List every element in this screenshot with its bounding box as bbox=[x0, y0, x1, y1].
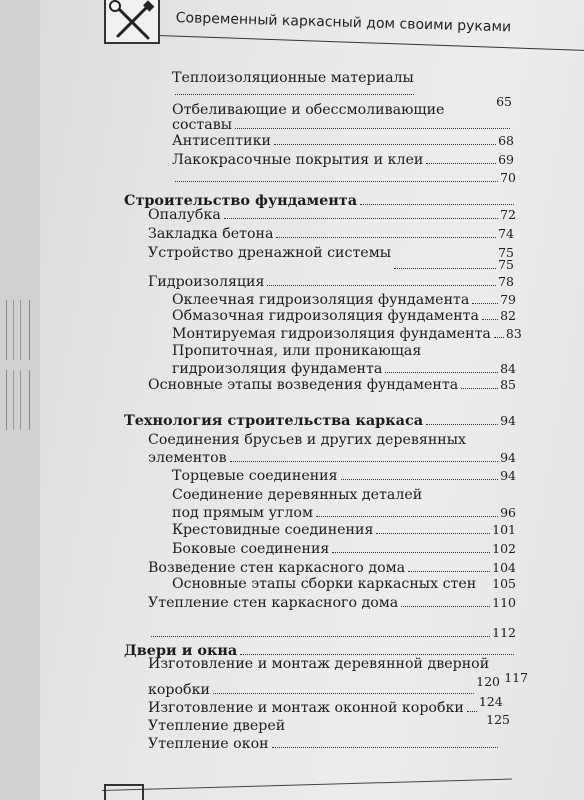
toc-entry[interactable]: Опалубка 72 bbox=[148, 207, 516, 223]
toc-entry[interactable]: Торцевые соединения 94 bbox=[172, 468, 516, 484]
toc-chapter[interactable]: Технология строительства каркаса 94 bbox=[124, 412, 516, 429]
toc-entry[interactable]: элементов 94 bbox=[148, 450, 516, 466]
page-number-box bbox=[104, 784, 144, 800]
toc-entry[interactable]: Возведение стен каркасного дома 104 bbox=[148, 560, 516, 576]
toc-entry[interactable]: под прямым углом 96 bbox=[172, 505, 516, 521]
toc-entry[interactable]: Соединения брусьев и других деревянных bbox=[148, 432, 467, 448]
toc-entry-dots: 112 bbox=[148, 625, 516, 645]
toc-entry[interactable]: Лакокрасочные покрытия и клеи 69 bbox=[172, 152, 514, 168]
toc-entry[interactable]: Антисептики 68 bbox=[172, 133, 514, 149]
toc-entry[interactable]: коробки 120 bbox=[148, 674, 500, 698]
toc-entry[interactable]: Изготовление и монтаж деревянной дверной 117 bbox=[148, 656, 529, 685]
toc-entry[interactable]: Гидроизоляция 78 bbox=[148, 274, 514, 290]
toc-entry[interactable]: Утепление дверей 125 bbox=[148, 712, 510, 734]
toc-entry[interactable]: Крестовидные соединения 101 bbox=[172, 522, 516, 538]
toc-entry[interactable]: Обмазочная гидроизоляция фундамента 82 bbox=[172, 308, 516, 324]
toc-entry[interactable]: Закладка бетона 74 bbox=[148, 226, 514, 242]
toc-entry-dots: 75 bbox=[148, 257, 514, 277]
running-header: Современный каркасный дом своими руками bbox=[175, 10, 512, 36]
toc-entry[interactable]: Основные этапы сборки каркасных стен 105 bbox=[172, 576, 516, 592]
toc-entry[interactable]: Основные этапы возведения фундамента 85 bbox=[148, 377, 516, 393]
toc-entry[interactable]: Боковые соединения 102 bbox=[172, 541, 516, 557]
toc-entry[interactable]: гидроизоляция фундамента 84 bbox=[172, 361, 516, 377]
toc-entry[interactable]: составы bbox=[172, 117, 512, 137]
toc-chapter[interactable]: Двери и окна bbox=[124, 642, 516, 662]
toc-entry[interactable]: Соединение деревянных деталей bbox=[172, 487, 423, 503]
toc-entry[interactable]: Изготовление и монтаж оконной коробки 124 bbox=[148, 694, 503, 716]
toc-entry[interactable]: Устройство дренажной системы 75 bbox=[148, 245, 514, 261]
toc-entry[interactable]: Теплоизоляционные материалы bbox=[172, 70, 414, 86]
toc-entry[interactable]: Утепление окон bbox=[148, 736, 500, 756]
toc-entry[interactable]: Пропиточная, или проникающая bbox=[172, 343, 422, 359]
toc-entry[interactable]: 70 bbox=[172, 170, 516, 190]
toc-entry[interactable]: Утепление стен каркасного дома 110 bbox=[148, 595, 516, 611]
toc-entry[interactable]: Оклеечная гидроизоляция фундамента 79 bbox=[172, 292, 516, 308]
toc-entry[interactable]: Отбеливающие и обессмоливающие 65 bbox=[172, 94, 512, 118]
toc-chapter[interactable]: Строительство фундамента bbox=[124, 192, 516, 212]
toc-entry[interactable]: Монтируемая гидроизоляция фундамента 83 bbox=[172, 326, 522, 342]
